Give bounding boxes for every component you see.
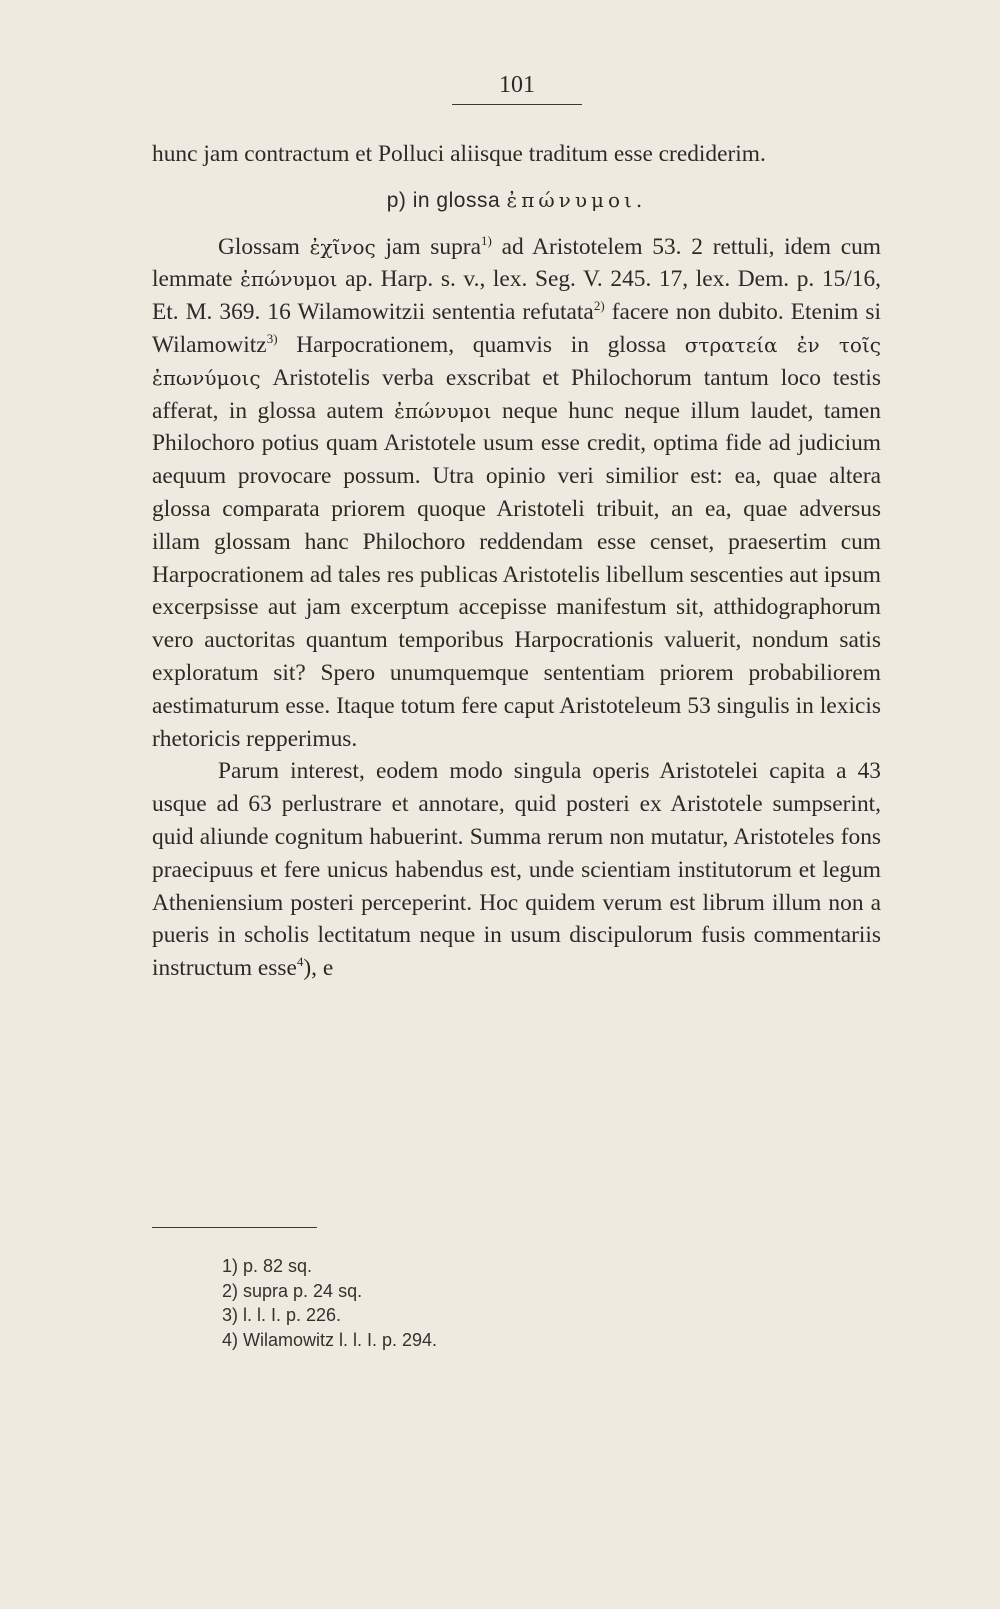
- footnote-3: 3) l. l. I. p. 226.: [222, 1305, 342, 1326]
- body-text: [152, 138, 881, 985]
- paragraph-2: [152, 231, 881, 756]
- footnote-rule: [152, 1227, 317, 1228]
- page-number: 101: [499, 72, 535, 98]
- p2-text-g: Aristotelis verba exscribat et Philochorum tantum loco testis afferat, in glossa autem: [152, 364, 881, 424]
- heading-greek-lemma: ἐπώνυμοι.: [506, 187, 647, 212]
- p3-text-b: ), e: [303, 955, 334, 982]
- p2-text-c: ad Aristotelem 53. 2 rettuli, idem cum lemmate: [152, 233, 881, 293]
- p2-text-d: ap. Harp. s. v., lex. Seg. V. 245. 17, lex. Dem. p. 15/16, Et. M. 369. 16 Wilamowitzii sententia refutata: [152, 266, 881, 326]
- section-heading: [152, 184, 881, 218]
- footnotes: [222, 1254, 437, 1352]
- p2-greek-2: ἐπώνυμοι: [240, 267, 338, 292]
- p2-greek-3: στρατεία ἐν τοῖς ἐπωνύμοις: [152, 332, 881, 390]
- heading-prefix: p) in glossa: [386, 188, 501, 212]
- p2-text-h: neque hunc neque illum laudet, tamen Philochoro potius quam Aristotele usum esse credit, optima fide ad judicium aequum provocare possum. Utra opinio veri similior est: ea, quae altera glossa comparata priorem quoque Aristoteli tribuit, an ea, quae adversus illam glossam hanc Philochoro reddendam esse censet, praesertim cum Harpocrationem ad tales res publicas Aristotelis libellum sescenties aut ipsum excerpsisse aut jam excerptum accepisse manifestum sit, atthidographorum vero auctoritas quantum temporibus Harpocrationis valuerit, nondum satis exploratum sit? Spero unumquemque sententiam priorem probabiliorem aestimaturum esse. Itaque totum fere caput Aristoteleum 53 singulis in lexicis rhetoricis repperimus.: [152, 397, 881, 752]
- p2-text-e: facere non dubito. Etenim si Wilamowitz: [152, 299, 881, 358]
- header-rule: [452, 104, 582, 105]
- footnote-mark-4: 4: [296, 954, 304, 970]
- p2-greek-4: ἐπώνυμοι: [394, 398, 492, 423]
- paragraph-3: [152, 755, 881, 985]
- paragraph-1: hunc jam contractum et Polluci aliisque traditum esse crediderim.: [152, 141, 766, 167]
- p2-text-b: jam supra: [385, 233, 481, 260]
- p2-greek-1: ἐχῖνος: [309, 234, 376, 259]
- p3-text-a: Parum interest, eodem modo singula operis Aristotelei capita a 43 usque ad 63 perlustrare et annotare, quid posteri ex Aristotele sumpserint, quid aliunde cognitum habuerint. Summa rerum non mutatur, Aristoteles fons praecipuus et fere unicus habendus est, unde scientiam institutorum et legum Atheniensium posteri perceperint. Hoc quidem verum est librum illum non a pueris in scholis lectitatum neque in usum discipulorum fusis commentariis instructum esse: [152, 758, 881, 982]
- footnote-2: 2) supra p. 24 sq.: [222, 1280, 363, 1301]
- footnote-mark-1: 1): [480, 232, 492, 248]
- footnote-1: 1) p. 82 sq.: [222, 1256, 313, 1276]
- footnote-mark-3: 3): [266, 330, 278, 346]
- p2-text-f: Harpocrationem, quamvis in glossa: [296, 331, 667, 358]
- p2-text-a: Glossam: [218, 233, 300, 260]
- footnote-mark-2: 2): [593, 298, 605, 314]
- footnote-4: 4) Wilamowitz l. l. I. p. 294.: [222, 1329, 438, 1350]
